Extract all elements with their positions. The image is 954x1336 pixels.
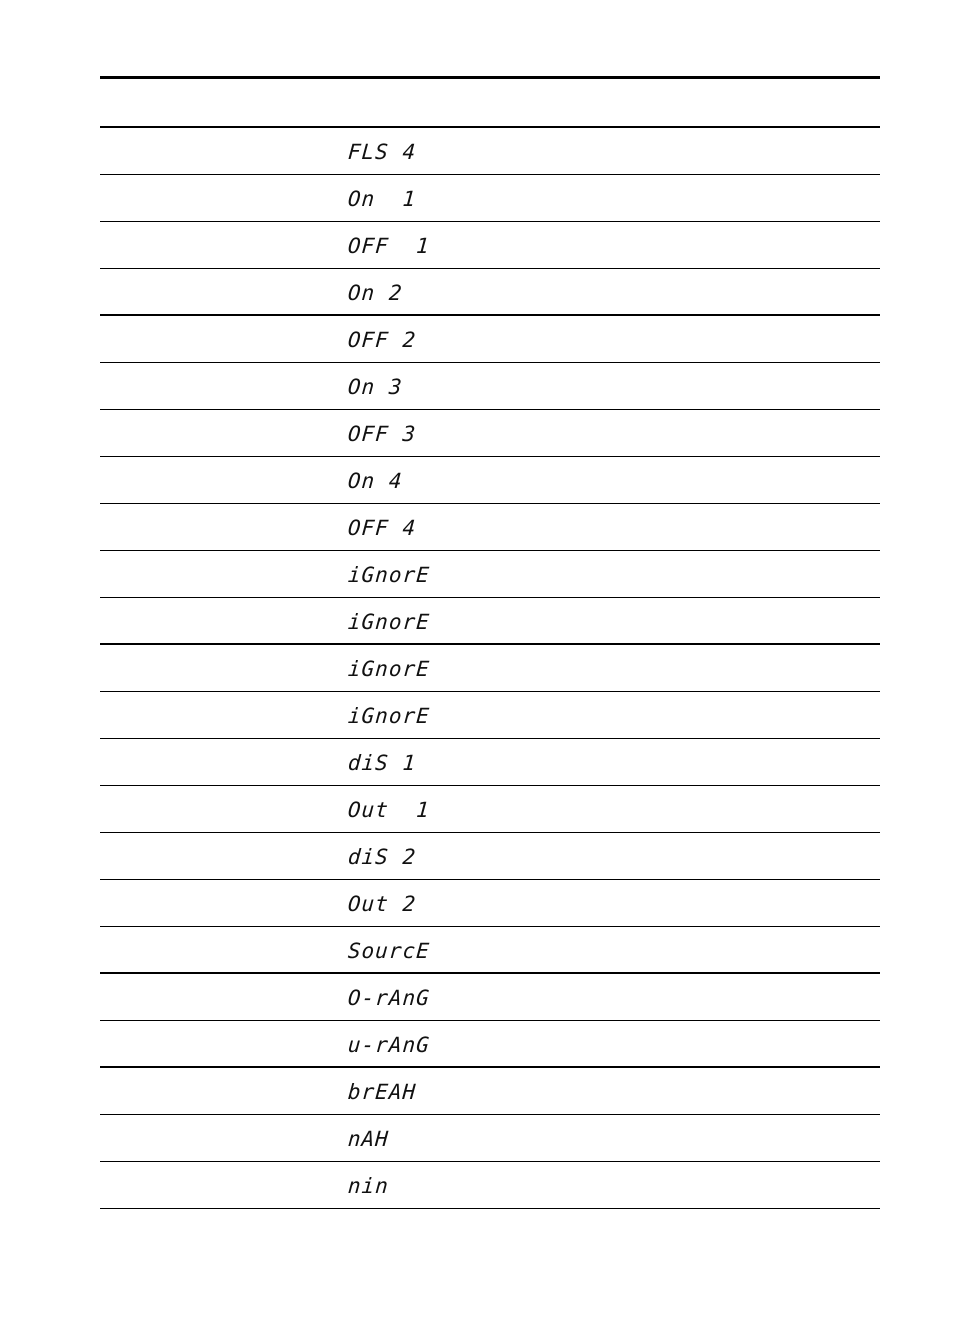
display-code: nin — [347, 1174, 390, 1198]
table-row — [100, 927, 880, 974]
table-row — [100, 504, 880, 551]
table-row — [100, 1115, 880, 1162]
display-code: OFF 2 — [347, 328, 418, 352]
display-code: iGnorE — [347, 610, 431, 634]
table-row — [100, 316, 880, 363]
display-code: OFF 1 — [347, 234, 431, 258]
table-row — [100, 457, 880, 504]
display-code: diS 1 — [347, 751, 418, 775]
table-row — [100, 551, 880, 598]
table-row — [100, 410, 880, 457]
display-code: SourcE — [347, 939, 431, 963]
display-code: OFF 4 — [347, 516, 418, 540]
display-code: On 4 — [347, 469, 404, 493]
table-row — [100, 692, 880, 739]
table-row — [100, 974, 880, 1021]
display-code: iGnorE — [347, 563, 431, 587]
display-code: brEAH — [347, 1080, 418, 1104]
table-row — [100, 1021, 880, 1068]
table-row — [100, 269, 880, 316]
table-row — [100, 363, 880, 410]
display-code: On 3 — [347, 375, 404, 399]
display-code: O-rAnG — [347, 986, 431, 1010]
table-row — [100, 222, 880, 269]
display-code: diS 2 — [347, 845, 418, 869]
table-row — [100, 1162, 880, 1209]
display-code: Out 2 — [347, 892, 418, 916]
display-code: OFF 3 — [347, 422, 418, 446]
display-code: On 1 — [347, 187, 418, 211]
table-row — [100, 739, 880, 786]
table-row — [100, 833, 880, 880]
table-row — [100, 1068, 880, 1115]
display-code: FLS 4 — [347, 140, 418, 164]
table-row — [100, 786, 880, 833]
display-code: iGnorE — [347, 657, 431, 681]
display-code: Out 1 — [347, 798, 431, 822]
display-code: u-rAnG — [347, 1033, 431, 1057]
display-code: On 2 — [347, 281, 404, 305]
top-rule — [100, 76, 880, 79]
table-row — [100, 175, 880, 222]
display-code: nAH — [347, 1127, 390, 1151]
display-code: iGnorE — [347, 704, 431, 728]
table-row — [100, 598, 880, 645]
table-row — [100, 880, 880, 927]
code-table — [100, 126, 880, 1209]
table-row — [100, 645, 880, 692]
table-row — [100, 128, 880, 175]
